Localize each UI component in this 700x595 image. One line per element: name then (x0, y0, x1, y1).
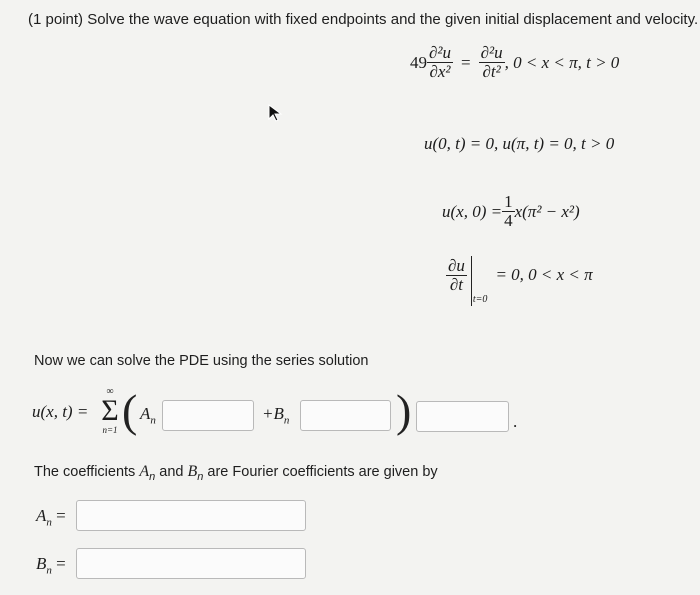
bn-label: $B_n$ = (36, 554, 66, 577)
velocity-derivative: $\frac{\partial u}{\partial t}$ (448, 255, 465, 294)
coefficients-intro-text: The coefficients $A_n$ and $B_n$ are Fourier coefficients are given by (34, 463, 438, 483)
left-paren: ( (122, 385, 138, 436)
an-input[interactable] (76, 500, 306, 531)
series-lhs: u(x, t) = (32, 402, 89, 421)
b-term: $+B_n$ (262, 404, 290, 427)
evaluation-point: t=0 (472, 293, 488, 305)
b-function-input[interactable] (300, 400, 391, 431)
x-function-input[interactable] (416, 401, 509, 432)
boundary-conditions: u(0, t) = 0, u(π, t) = 0, t > 0 (424, 134, 615, 153)
rhs-derivative: $\frac{\text{∂²u}}{\text{∂t²}}$ (480, 43, 503, 81)
a-function-input[interactable] (162, 400, 254, 431)
evaluation-bar (471, 256, 472, 306)
wave-speed-coefficient: 49 (410, 52, 427, 72)
a-term: $A_n$ (140, 404, 156, 427)
problem-statement: (1 point) Solve the wave equation with fixed endpoints and the given initial displacement and velocity. (28, 11, 699, 28)
wave-equation (410, 44, 619, 81)
initial-displacement: u(x, 0) = $\frac{1}{4}$ x(π² − x²) (442, 192, 580, 230)
summation: ∞ Σ n=1 (101, 386, 119, 435)
series-intro-text: Now we can solve the PDE using the series solution (34, 353, 369, 369)
bn-input[interactable] (76, 548, 306, 579)
pde-domain: , 0 < x < π, t > 0 (504, 52, 620, 72)
initial-velocity: $\frac{\partial u}{\partial t}$ t=0 = 0, 0 < x < π (448, 255, 593, 305)
series-end-dot: . (513, 412, 518, 431)
an-label: $A_n$ = (36, 506, 66, 529)
right-paren: ) (396, 385, 412, 436)
mouse-cursor-icon (268, 104, 284, 122)
equals-sign: = (461, 52, 471, 72)
one-quarter-fraction: $\frac{1}{4}$ (504, 192, 513, 230)
lhs-derivative: $\frac{\text{∂²u}}{\text{∂x²}}$ (429, 43, 451, 81)
